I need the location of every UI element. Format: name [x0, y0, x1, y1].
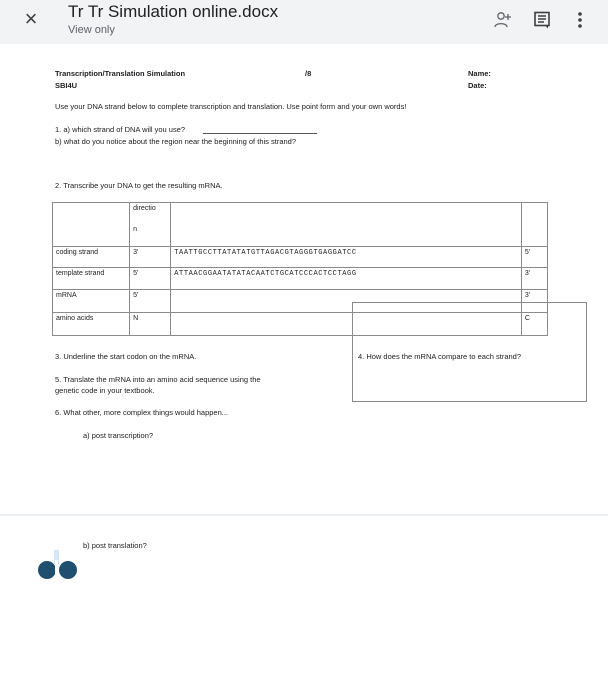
direction-header	[130, 203, 171, 247]
score-label: /8	[305, 69, 312, 78]
add-person-icon[interactable]	[493, 10, 513, 30]
row-start: 3'	[130, 247, 171, 268]
coding-strand-sequence: TAATTGCCTTATATATGTTAGACGTAGGGTGAGGATCC	[171, 247, 522, 268]
row-label: mRNA	[53, 290, 130, 313]
row-start: 5'	[130, 290, 171, 313]
table-row	[53, 247, 548, 268]
answer-underline	[203, 133, 317, 134]
more-vert-icon[interactable]	[575, 10, 585, 30]
question-5-line2: genetic code in your textbook.	[55, 386, 155, 395]
close-icon[interactable]: ×	[24, 6, 38, 31]
row-label: template strand	[53, 268, 130, 290]
template-strand-sequence: ATTAACGGAATATATACAATCTGCATCCCACTCCTAGG	[171, 268, 522, 290]
question-1a: 1. a) which strand of DNA will you use?	[55, 125, 186, 134]
course-code: SBI4U	[55, 81, 78, 90]
top-app-bar	[0, 0, 608, 44]
doc-heading: Transcription/Translation Simulation	[55, 69, 186, 78]
question-1b: b) what do you notice about the region near the beginning of this strand?	[55, 137, 296, 146]
document-page	[0, 44, 608, 514]
question-4: 4. How does the mRNA compare to each strand?	[358, 352, 522, 361]
question-6a: a) post transcription?	[83, 431, 154, 440]
question-6: 6. What other, more complex things would happen...	[55, 408, 229, 417]
table-row	[53, 268, 548, 290]
instructions-text: Use your DNA strand below to complete transcription and translation. Use point form and your own words!	[55, 102, 407, 111]
document-page-2	[0, 516, 608, 700]
direction-header-top: directio	[133, 205, 156, 212]
row-label: coding strand	[53, 247, 130, 268]
table-header-row	[53, 203, 548, 247]
name-label: Name:	[468, 69, 491, 78]
question-5-line1: 5. Translate the mRNA into an amino acid sequence using the	[55, 375, 261, 384]
end-header	[521, 203, 547, 247]
direction-header-bottom: n	[133, 226, 138, 233]
row-end: 3'	[521, 268, 547, 290]
row-end: C	[521, 313, 547, 336]
document-title: Tr Tr Simulation online.docx	[68, 2, 279, 21]
question-3: 3. Underline the start codon on the mRNA.	[55, 352, 197, 361]
row-label: amino acids	[53, 313, 130, 336]
comment-icon[interactable]	[532, 10, 552, 30]
question-6b: b) post translation?	[83, 541, 147, 550]
date-label: Date:	[468, 81, 487, 90]
question-2: 2. Transcribe your DNA to get the resulting mRNA.	[55, 181, 223, 190]
app-logo-icon	[36, 550, 80, 587]
table-header-blank	[53, 203, 130, 247]
row-start: 5'	[130, 268, 171, 290]
row-end: 3'	[521, 290, 547, 313]
sequence-header	[171, 203, 522, 247]
view-only-label: View only	[68, 24, 115, 36]
row-end: 5'	[521, 247, 547, 268]
row-start: N	[130, 313, 171, 336]
